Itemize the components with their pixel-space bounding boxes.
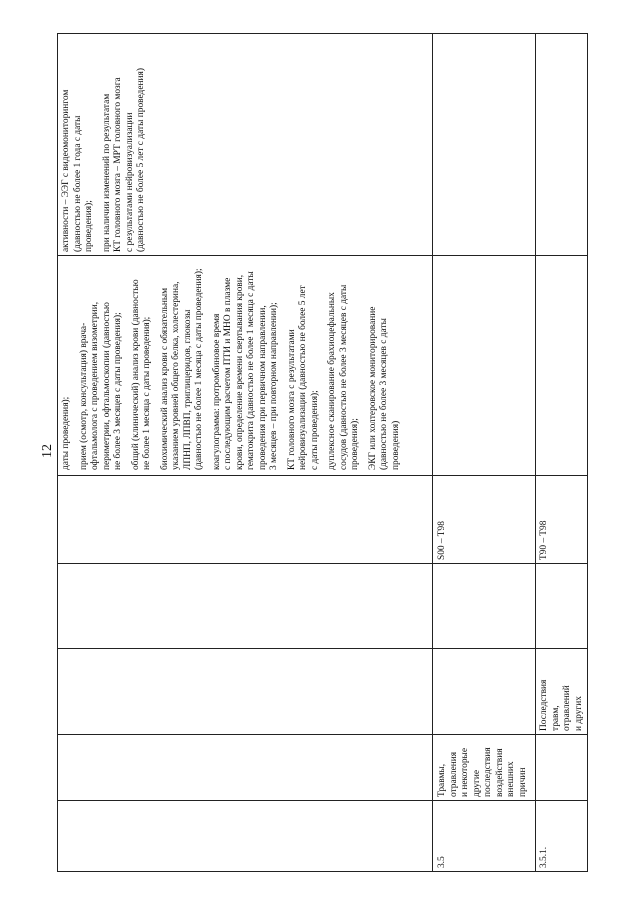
examination-text-line: не более 1 месяца с даты проведения); (142, 316, 152, 470)
row-3-5-name (437, 731, 529, 797)
examination-text-line: коагулограмма: протромбиновое время (211, 313, 222, 470)
examination-text-line: 3 месяцев – при повторном направлении); (269, 302, 279, 470)
examination-text-line: общий (клинический) анализ крови (давностью (130, 279, 141, 470)
column-line-left-edge (57, 871, 588, 872)
examination-text-line: с последующим расчетом ПТИ и МНО в плазме (223, 277, 233, 470)
row-3-5-name-line: воздействия (494, 748, 505, 797)
row-3-5-name-line: отравления (448, 751, 459, 797)
diagnostics-text-line: (давностью не более 1 года с даты (72, 115, 83, 252)
examination-text-line: проведения при первичном направлении, (257, 305, 268, 470)
examination-text-line: даты проведения); (61, 396, 71, 470)
diagnostics-text-line: (давностью не более 5 лет с даты проведения) (136, 68, 146, 252)
column-line-5-6 (57, 475, 588, 476)
examination-text-line: ЛПНП, ЛПВП, триглицеридов, глюкозы (182, 309, 193, 470)
table-border-top (57, 33, 58, 872)
examination-text-line: периметрии, офтальмоскопии (давностью (101, 302, 112, 470)
table-border-bottom (587, 33, 588, 872)
diagnostics-text-continued (61, 36, 148, 252)
row-3-5-1-name (539, 645, 585, 731)
row-divider-3-5-1 (535, 33, 536, 872)
row-3-5-name-line: причин (517, 767, 528, 797)
examination-text-line: проведения); (350, 418, 360, 470)
row-3-5-1-name-line: Последствия (539, 679, 549, 731)
row-3-5-1-number: 3.5.1. (539, 846, 549, 868)
diagnostics-text-line: КТ головного мозга – МРТ головного мозга (113, 77, 123, 252)
column-line-right-edge (57, 33, 588, 34)
diagnostics-text-line: с результатами нейровизуализации (124, 112, 135, 252)
row-3-5-1-name-line: отравлений (562, 685, 572, 731)
row-3-5-name-line: и некоторые (460, 748, 470, 797)
examination-list-text (61, 254, 402, 470)
examination-text-line: биохимический анализ крови с обязательным (159, 287, 170, 470)
row-3-5-number: 3.5 (437, 856, 447, 868)
examination-text-line: ЭКГ или холтеровское мониторирование (367, 306, 378, 470)
column-line-4-5 (57, 563, 588, 564)
diagnostics-text-line: при наличии изменений по результатам (101, 93, 112, 252)
examination-text-line: проведения) (390, 420, 401, 470)
row-divider-3-5 (432, 33, 433, 872)
examination-text-line: не более 3 месяцев с даты проведения); (113, 312, 123, 470)
examination-text-line: дуплексное сканирование брахиоцефальных (327, 292, 337, 470)
column-line-1-2 (57, 800, 588, 801)
row-3-5-name-line: внешних (506, 761, 516, 797)
examination-text-line: КТ головного мозга с результатами (286, 329, 297, 470)
examination-text-line: прием (осмотр, консультация) врача- (78, 322, 89, 470)
examination-text-line: (давностью не более 3 месяцев с даты (379, 318, 389, 470)
row-3-5-codes: S00 – T98 (437, 521, 447, 560)
examination-text-line: нейровизуализации (давностью не более 5 лет (298, 285, 308, 470)
row-3-5-1-name-line: травм, (550, 705, 561, 731)
diagnostics-text-line: активности – ЭЭГ с видеомониторингом (61, 89, 71, 252)
examination-text-line: сосудов (давностью не более 3 месяцев с даты (338, 284, 349, 470)
examination-text-line: с даты проведения); (309, 390, 320, 470)
diagnostics-text-line: проведения); (84, 200, 94, 252)
column-line-3-4 (57, 648, 588, 649)
row-3-5-name-line: последствия (483, 747, 493, 797)
row-3-5-1-codes: T90 – T98 (539, 520, 549, 560)
page-number: 12 (40, 444, 55, 458)
examination-text-line: крови, определение времени свертывания крови, (234, 274, 245, 470)
examination-text-line: (давностью не более 1 месяца с даты проведения); (194, 268, 204, 470)
row-3-5-name-line: Травмы, (437, 763, 447, 797)
row-3-5-1-name-line: и других (573, 696, 584, 731)
examination-text-line: гематокрита (давностью не более 1 месяца с даты (246, 271, 256, 470)
examination-text-line: офтальмолога с проведением визометрии, (90, 301, 100, 470)
row-3-5-name-line: другие (471, 769, 482, 797)
examination-text-line: указанием уровней общего белка, холестерина, (171, 281, 181, 470)
